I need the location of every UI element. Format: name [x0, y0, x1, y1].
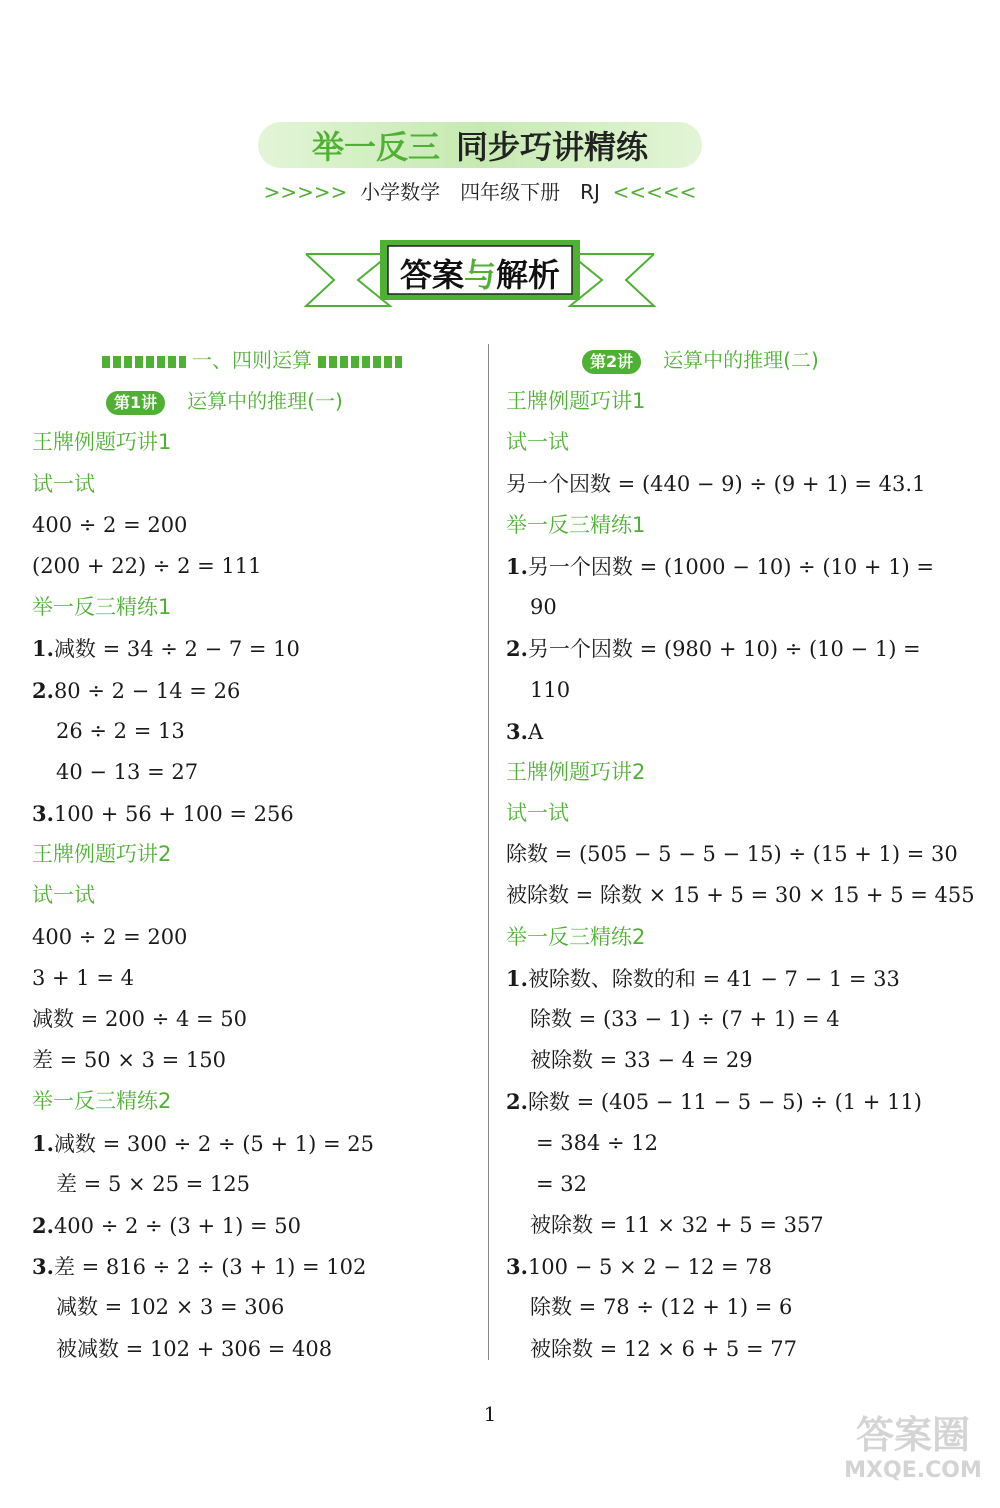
section-heading	[506, 381, 946, 422]
line-text: 另一个因数 = (980 + 10) ÷ (10 − 1) =	[527, 637, 921, 662]
answer-line	[506, 1329, 946, 1370]
answer-line	[506, 1123, 946, 1164]
line-text: 400 ÷ 2 = 200	[32, 924, 188, 949]
line-text: (200 + 22) ÷ 2 = 111	[32, 553, 262, 578]
answer-line	[32, 1287, 472, 1328]
watermark-text: 答案圈	[855, 1413, 970, 1457]
section-heading	[506, 917, 946, 958]
item-number: 1.	[32, 636, 54, 662]
section-heading	[506, 422, 946, 463]
answer-line	[506, 875, 975, 916]
line-text: 差 = 50 × 3 = 150	[32, 1048, 227, 1073]
answer-line	[32, 546, 472, 587]
answers-title: 答案与解析	[399, 256, 561, 294]
answer-line	[506, 1040, 946, 1081]
arrows-right: <<<<<	[612, 180, 697, 204]
line-text: 被除数 = 除数 × 15 + 5 = 30 × 15 + 5 = 455	[506, 883, 975, 908]
item-number: 3.	[32, 801, 54, 827]
line-text: 王牌例题巧讲1	[506, 389, 646, 414]
answer-line	[32, 670, 472, 711]
section-heading	[32, 1081, 472, 1122]
answer-line	[506, 711, 946, 752]
page-number: 1	[483, 1402, 497, 1426]
answer-line	[32, 628, 472, 669]
answer-line	[32, 1040, 472, 1081]
answer-line	[32, 793, 472, 834]
line-text: 王牌例题巧讲1	[32, 430, 172, 455]
brand-subtitle: 同步巧讲精练	[456, 128, 649, 166]
answer-line	[506, 1081, 946, 1122]
section-heading	[506, 752, 946, 793]
lecture-badge: 第2讲	[582, 350, 641, 374]
line-text: 王牌例题巧讲2	[506, 759, 646, 784]
answer-line	[32, 1205, 472, 1246]
line-text: 除数 = 78 ÷ (12 + 1) = 6	[530, 1295, 793, 1320]
line-text: 100 − 5 × 2 − 12 = 78	[527, 1255, 772, 1280]
line-text: 110	[530, 677, 571, 702]
line-text: 王牌例题巧讲2	[32, 842, 172, 867]
answer-line	[32, 958, 472, 999]
watermark-url: MXQE.COM	[844, 1458, 982, 1483]
line-text: 试一试	[32, 471, 95, 496]
line-text: 被除数、除数的和 = 41 − 7 − 1 = 33	[527, 966, 900, 991]
decor-bars-right	[318, 356, 402, 368]
item-number: 2.	[32, 677, 54, 703]
answer-line	[506, 1287, 946, 1328]
line-text: 除数 = (405 − 11 − 5 − 5) ÷ (1 + 11)	[527, 1090, 922, 1115]
line-text: 另一个因数 = (440 − 9) ÷ (9 + 1) = 43.1	[506, 471, 926, 496]
answer-line	[32, 917, 472, 958]
line-text: 除数 = (33 − 1) ÷ (7 + 1) = 4	[530, 1007, 840, 1031]
answer-line	[506, 834, 958, 875]
line-text: 被除数 = 12 × 6 + 5 = 77	[530, 1336, 797, 1361]
line-text: 减数 = 34 ÷ 2 − 7 = 10	[53, 637, 300, 662]
left-column	[32, 340, 472, 1370]
answer-line	[32, 505, 472, 546]
line-text: 试一试	[32, 883, 95, 908]
item-number: 3.	[506, 718, 528, 744]
answer-line	[506, 587, 946, 628]
line-text: 100 + 56 + 100 = 256	[53, 802, 294, 827]
line-text: 试一试	[506, 801, 569, 826]
chapter-title: 一、四则运算	[192, 348, 312, 372]
answer-line	[32, 752, 472, 793]
line-text: 400 ÷ 2 ÷ (3 + 1) = 50	[53, 1213, 301, 1238]
line-text: 举一反三精练1	[506, 512, 646, 537]
item-number: 1.	[506, 553, 528, 579]
section-heading	[32, 834, 472, 875]
section-heading	[32, 587, 472, 628]
brand-name: 举一反三	[311, 128, 440, 166]
line-text: 400 ÷ 2 = 200	[32, 512, 188, 537]
answer-lines	[506, 381, 975, 1370]
answer-lines	[32, 422, 472, 1369]
series-title-banner	[258, 122, 702, 168]
item-number: 1.	[506, 965, 528, 991]
line-text: 试一试	[506, 430, 569, 455]
line-text: 被除数 = 33 − 4 = 29	[530, 1048, 753, 1073]
book-info-line	[258, 176, 702, 205]
answer-line	[32, 1164, 472, 1205]
answer-line	[32, 1246, 472, 1287]
column-divider	[488, 344, 489, 1360]
line-text: 减数 = 102 × 3 = 306	[56, 1295, 285, 1320]
line-text: 减数 = 200 ÷ 4 = 50	[32, 1007, 248, 1031]
line-text: 举一反三精练1	[32, 595, 172, 620]
answer-line	[506, 999, 946, 1040]
chapter-heading	[32, 340, 472, 381]
section-heading	[32, 875, 472, 916]
answer-line	[32, 1329, 472, 1370]
answers-banner	[300, 236, 660, 310]
lecture-badge: 第1讲	[106, 391, 165, 415]
arrows-left: >>>>>	[263, 180, 348, 204]
item-number: 2.	[506, 1089, 528, 1115]
line-text: 差 = 816 ÷ 2 ÷ (3 + 1) = 102	[53, 1255, 367, 1280]
line-text: = 384 ÷ 12	[536, 1130, 659, 1155]
lecture-heading	[32, 381, 472, 422]
answer-line	[32, 1123, 472, 1164]
section-heading	[506, 505, 946, 546]
line-text: 举一反三精练2	[506, 924, 646, 949]
section-heading	[506, 793, 946, 834]
lecture-title: 运算中的推理(一)	[187, 389, 343, 414]
answer-line	[506, 1205, 946, 1246]
answer-line	[32, 711, 472, 752]
answer-line	[506, 628, 946, 669]
item-number: 3.	[32, 1254, 54, 1280]
line-text: 80 ÷ 2 − 14 = 26	[53, 678, 241, 703]
answer-line	[32, 999, 472, 1040]
line-text: A	[527, 719, 544, 744]
book-info: 小学数学 四年级下册 RJ	[360, 180, 600, 204]
line-text: 被除数 = 11 × 32 + 5 = 357	[530, 1212, 824, 1237]
right-column	[506, 340, 975, 1370]
line-text: 26 ÷ 2 = 13	[56, 718, 185, 743]
line-text: = 32	[536, 1171, 587, 1196]
decor-bars-left	[102, 356, 186, 368]
lecture-title: 运算中的推理(二)	[663, 348, 819, 372]
section-heading	[32, 464, 472, 505]
item-number: 1.	[32, 1130, 54, 1156]
line-text: 除数 = (505 − 5 − 5 − 15) ÷ (15 + 1) = 30	[506, 842, 958, 867]
answer-line	[506, 670, 946, 711]
line-text: 减数 = 300 ÷ 2 ÷ (5 + 1) = 25	[53, 1131, 374, 1156]
answer-line	[506, 546, 946, 587]
answer-line	[506, 958, 946, 999]
line-text: 3 + 1 = 4	[32, 965, 134, 990]
item-number: 2.	[506, 636, 528, 662]
item-number: 3.	[506, 1254, 528, 1280]
line-text: 差 = 5 × 25 = 125	[56, 1171, 251, 1196]
item-number: 2.	[32, 1212, 54, 1238]
answer-line	[506, 1164, 946, 1205]
section-heading	[32, 422, 472, 463]
lecture-heading	[506, 340, 946, 381]
line-text: 90	[530, 595, 557, 620]
answer-line	[506, 1246, 946, 1287]
line-text: 被减数 = 102 + 306 = 408	[56, 1336, 333, 1361]
line-text: 举一反三精练2	[32, 1089, 172, 1114]
line-text: 40 − 13 = 27	[56, 759, 199, 784]
watermark-logo	[838, 1412, 988, 1484]
answer-line	[506, 464, 946, 505]
line-text: 另一个因数 = (1000 − 10) ÷ (10 + 1) =	[527, 554, 935, 579]
